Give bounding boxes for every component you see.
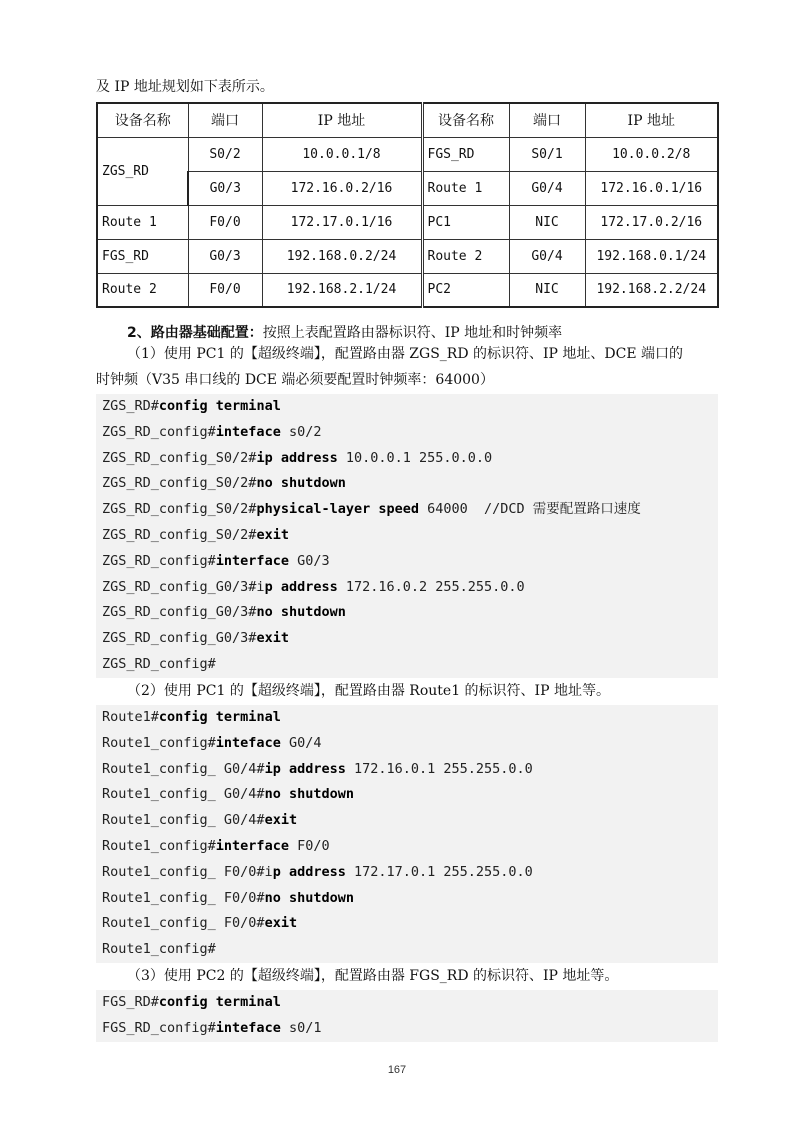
code-line [102, 705, 712, 731]
code-cmd: no shutdown [256, 475, 346, 492]
code-prompt: Route1_config# [102, 941, 216, 958]
code-line [102, 549, 712, 575]
table-cell-ip: 192.168.0.1/24 [585, 239, 718, 273]
code-prompt: ZGS_RD_config_G0/3#i [102, 578, 265, 595]
header-device-name: 设备名称 [422, 103, 509, 137]
code-line [102, 394, 712, 420]
code-prompt: FGS_RD_config# [102, 1019, 216, 1036]
code-prompt: ZGS_RD_config_G0/3# [102, 630, 257, 647]
code-cmd: no shutdown [264, 889, 354, 906]
code-line [102, 860, 712, 886]
code-prompt: ZGS_RD# [102, 398, 159, 414]
code-arg: s0/1 [280, 1019, 322, 1036]
code-cmd: interface [215, 552, 289, 569]
code-cmd: config terminal [158, 994, 281, 1010]
table-cell-ip: 172.16.0.2/16 [262, 171, 422, 205]
step1-instruction-line1: （1）使用 PC1 的【超级终端】，配置路由器 ZGS_RD 的标识符、IP 地址、DCE 端口的 [127, 346, 684, 362]
table-cell-device: ZGS_RD [97, 137, 188, 205]
header-ip-address: IP 地址 [585, 103, 718, 137]
code-prompt: ZGS_RD_config_S0/2# [102, 501, 257, 518]
step3-instruction: （3）使用 PC2 的【超级终端】，配置路由器 FGS_RD 的标识符、IP 地址等。 [127, 968, 619, 984]
code-prompt: Route1_config_ G0/4# [102, 812, 265, 829]
table-cell-port: G0/4 [509, 239, 585, 273]
code-line [102, 937, 712, 963]
code-line [102, 808, 712, 834]
step2-instruction: （2）使用 PC1 的【超级终端】，配置路由器 Route1 的标识符、IP 地址等。 [127, 683, 610, 699]
code-block-fgs-rd [96, 990, 718, 1042]
code-line [102, 652, 712, 678]
code-prompt: ZGS_RD_config# [102, 423, 216, 440]
table-row [97, 205, 718, 239]
header-port: 端口 [188, 103, 262, 137]
code-line [102, 446, 712, 472]
step1-instruction-line2: 时钟频（V35 串口线的 DCE 端必须要配置时钟频率：64000） [96, 372, 494, 388]
code-prompt: ZGS_RD_config# [102, 552, 216, 569]
code-arg: F0/0 [288, 837, 330, 854]
table-cell-device: FGS_RD [422, 137, 509, 171]
code-line [102, 782, 712, 808]
page-number: 167 [387, 1064, 407, 1076]
code-cmd: inteface [215, 734, 281, 751]
code-line [102, 471, 712, 497]
section-description: 按照上表配置路由器标识符、IP 地址和时钟频率 [262, 325, 563, 341]
table-row [97, 273, 718, 307]
code-arg: s0/2 [280, 423, 322, 440]
code-line [102, 497, 712, 523]
table-cell-ip: 192.168.2.1/24 [262, 273, 422, 307]
code-arg: G0/3 [288, 552, 330, 569]
code-prompt: ZGS_RD_config_S0/2# [102, 526, 257, 543]
code-line [102, 626, 712, 652]
code-prompt: ZGS_RD_config_S0/2# [102, 475, 257, 492]
code-prompt: Route1_config# [102, 734, 216, 751]
code-cmd: physical-layer speed [256, 501, 419, 518]
section-title: 2、路由器基础配置： [127, 325, 263, 341]
code-prompt: Route1# [102, 709, 159, 725]
code-prompt: Route1_config_ F0/0# [102, 889, 265, 906]
code-arg: 172.16.0.1 255.255.0.0 [345, 760, 533, 777]
code-block-route1 [96, 705, 718, 963]
code-line [102, 600, 712, 626]
table-cell-port: G0/3 [188, 171, 262, 205]
code-cmd: ip address [256, 449, 338, 466]
code-prompt: ZGS_RD_config# [102, 655, 216, 672]
code-cmd: exit [256, 630, 289, 647]
code-line [102, 420, 712, 446]
code-cmd: inteface [215, 1019, 281, 1036]
table-row [97, 171, 718, 205]
table-row [97, 137, 718, 171]
code-line [102, 990, 712, 1016]
table-cell-port: F0/0 [188, 273, 262, 307]
code-prompt: FGS_RD# [102, 994, 159, 1010]
code-cmd: config terminal [158, 398, 281, 414]
table-cell-port: G0/3 [188, 239, 262, 273]
table-cell-port: G0/4 [509, 171, 585, 205]
ip-address-table [96, 102, 719, 308]
table-cell-ip: 192.168.2.2/24 [585, 273, 718, 307]
code-prompt: Route1_config# [102, 837, 216, 854]
code-cmd: p address [272, 863, 346, 880]
code-prompt: Route1_config_ G0/4# [102, 786, 265, 803]
table-cell-device: PC2 [422, 273, 509, 307]
header-port: 端口 [509, 103, 585, 137]
code-cmd: exit [256, 526, 289, 543]
code-line [102, 1016, 712, 1042]
code-cmd: config terminal [158, 709, 281, 725]
table-cell-device: PC1 [422, 205, 509, 239]
table-cell-ip: 172.17.0.2/16 [585, 205, 718, 239]
table-cell-port: S0/1 [509, 137, 585, 171]
code-arg: 64000 //DCD 需要配置路口速度 [419, 501, 641, 518]
code-prompt: ZGS_RD_config_S0/2# [102, 449, 257, 466]
code-cmd: ip address [264, 760, 346, 777]
code-line [102, 731, 712, 757]
table-cell-device: Route 1 [422, 171, 509, 205]
code-prompt: Route1_config_ G0/4# [102, 760, 265, 777]
code-prompt: Route1_config_ F0/0#i [102, 863, 273, 880]
table-header-row [97, 103, 718, 137]
code-cmd: inteface [215, 423, 281, 440]
code-cmd: interface [215, 837, 289, 854]
table-cell-port: F0/0 [188, 205, 262, 239]
header-ip-address: IP 地址 [262, 103, 422, 137]
table-cell-device: Route 2 [422, 239, 509, 273]
table-cell-ip: 172.16.0.1/16 [585, 171, 718, 205]
code-block-zgs-rd [96, 394, 718, 678]
code-cmd: exit [264, 915, 298, 932]
code-line [102, 834, 712, 860]
table-cell-device: FGS_RD [97, 239, 188, 273]
code-line [102, 523, 712, 549]
code-cmd: no shutdown [256, 604, 346, 621]
table-cell-port: S0/2 [188, 137, 262, 171]
table-cell-ip: 10.0.0.2/8 [585, 137, 718, 171]
table-cell-ip: 172.17.0.1/16 [262, 205, 422, 239]
table-cell-ip: 192.168.0.2/24 [262, 239, 422, 273]
code-arg: 10.0.0.1 255.0.0.0 [337, 449, 493, 466]
intro-text: 及 IP 地址规划如下表所示。 [96, 79, 274, 95]
code-arg: G0/4 [280, 734, 322, 751]
code-line [102, 886, 712, 912]
section-heading [127, 322, 562, 342]
table-cell-device: Route 1 [97, 205, 188, 239]
code-cmd: p address [264, 578, 338, 595]
code-line [102, 911, 712, 937]
table-cell-device: Route 2 [97, 273, 188, 307]
code-arg: 172.17.0.1 255.255.0.0 [345, 863, 533, 880]
table-cell-port: NIC [509, 273, 585, 307]
code-prompt: ZGS_RD_config_G0/3# [102, 604, 257, 621]
code-arg: 172.16.0.2 255.255.0.0 [337, 578, 525, 595]
code-cmd: exit [264, 812, 298, 829]
code-prompt: Route1_config_ F0/0# [102, 915, 265, 932]
table-cell-ip: 10.0.0.1/8 [262, 137, 422, 171]
table-cell-port: NIC [509, 205, 585, 239]
code-line [102, 757, 712, 783]
header-device-name: 设备名称 [97, 103, 188, 137]
table-row [97, 239, 718, 273]
code-cmd: no shutdown [264, 786, 354, 803]
code-line [102, 575, 712, 601]
